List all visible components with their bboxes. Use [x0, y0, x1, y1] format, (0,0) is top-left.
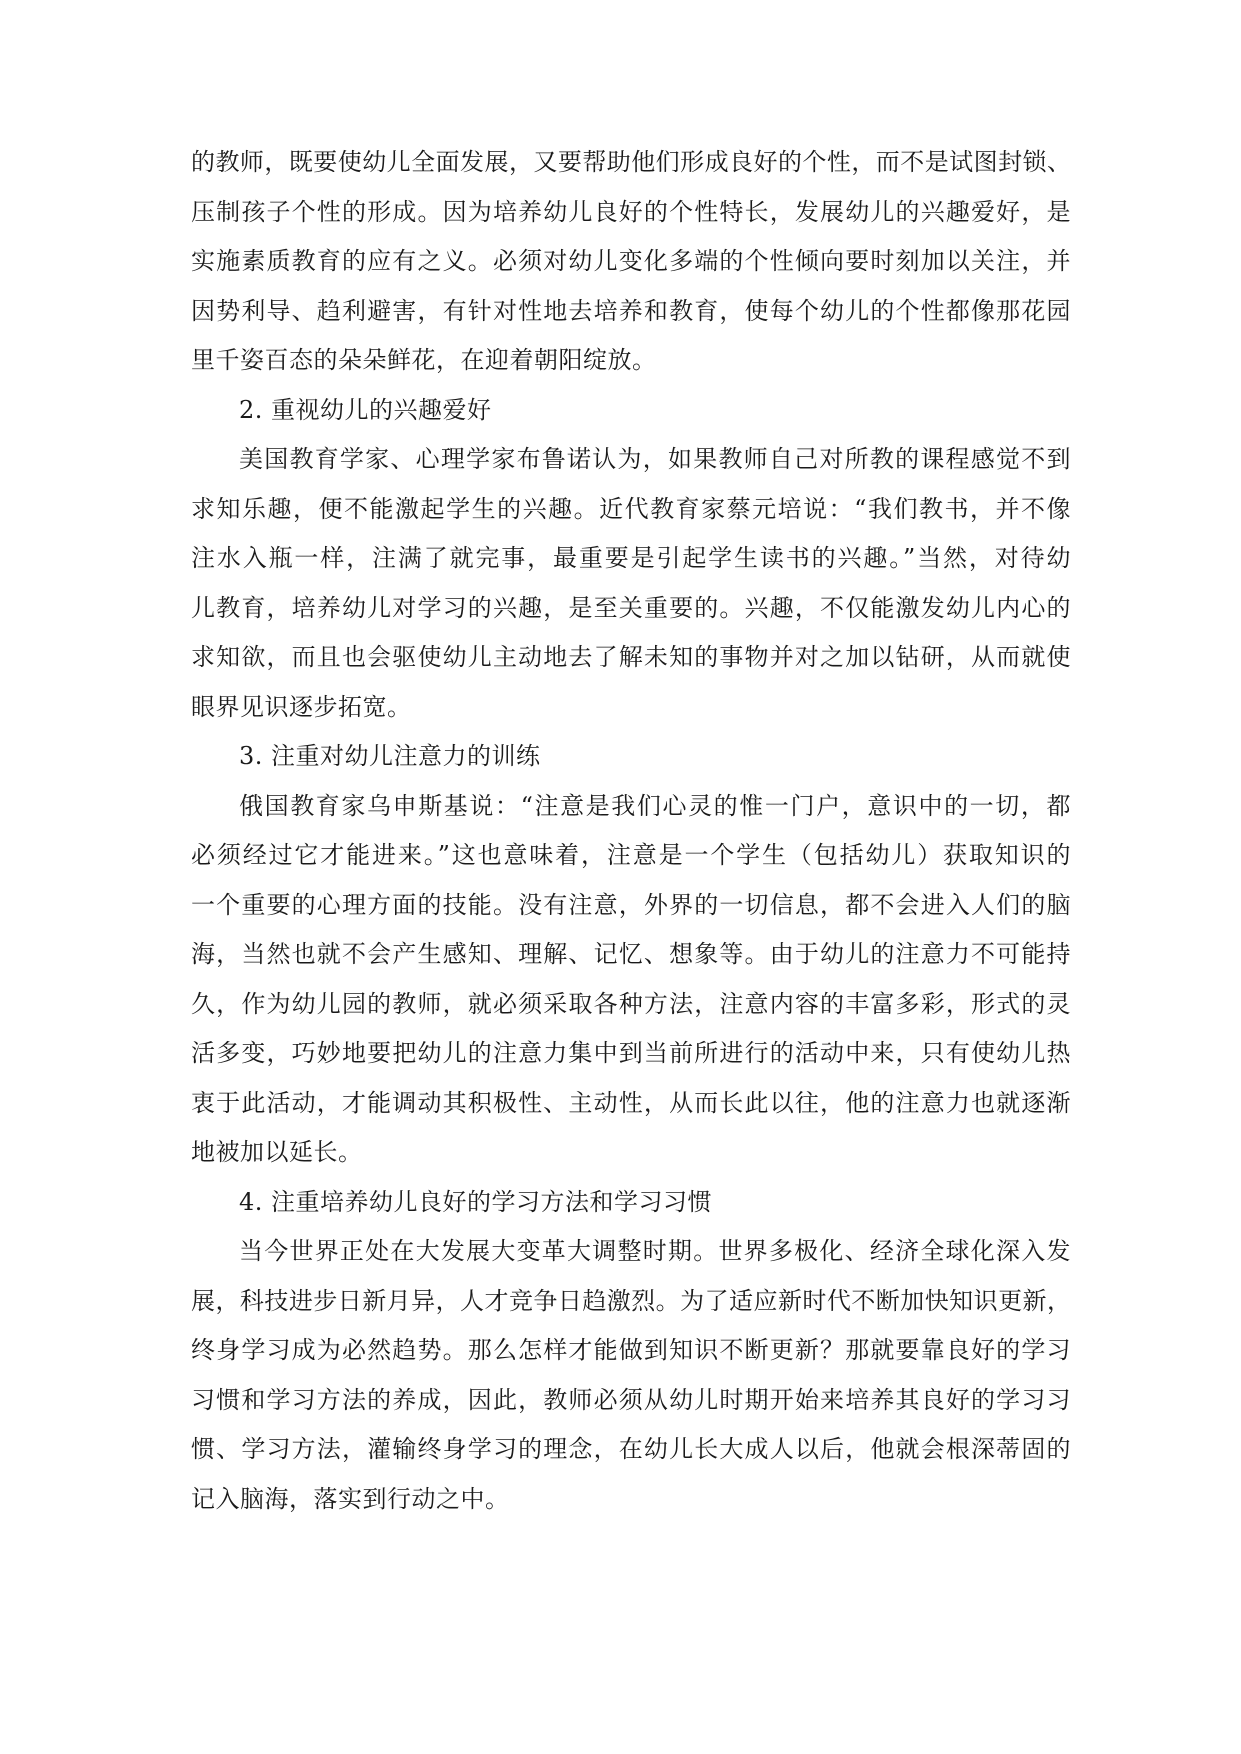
paragraph-line: 的教师，既要使幼儿全面发展，又要帮助他们形成良好的个性，而不是试图封锁、: [191, 148, 1071, 176]
paragraph-line: 衷于此活动，才能调动其积极性、主动性，从而长此以往，他的注意力也就逐渐: [191, 1088, 1071, 1117]
body-text: [191, 138, 1071, 1524]
paragraph-line: 眼界见识逐步拓宽。: [191, 692, 412, 721]
paragraph-line: 实施素质教育的应有之义。必须对幼儿变化多端的个性倾向要时刻加以关注，并: [191, 247, 1071, 275]
paragraph-line: 习惯和学习方法的养成，因此，教师必须从幼儿时期开始来培养其良好的学习习: [191, 1385, 1071, 1414]
paragraph-line: 儿教育，培养幼儿对学习的兴趣，是至关重要的。兴趣，不仅能激发幼儿内心的: [191, 593, 1071, 622]
paragraph-line: 因势利导、趋利避害，有针对性地去培养和教育，使每个幼儿的个性都像那花园: [191, 296, 1071, 325]
paragraph-line: 必须经过它才能进来。”这也意味着，注意是一个学生（包括幼儿）获取知识的: [191, 841, 1071, 869]
paragraph-line: 压制孩子个性的形成。因为培养幼儿良好的个性特长，发展幼儿的兴趣爱好，是: [191, 197, 1071, 226]
paragraph-line: 求知欲，而且也会驱使幼儿主动地去了解未知的事物并对之加以钻研，从而就使: [191, 643, 1071, 671]
paragraph-line: 里千姿百态的朵朵鲜花，在迎着朝阳绽放。: [191, 346, 657, 374]
paragraph-line: 记入脑海，落实到行动之中。: [191, 1484, 510, 1513]
paragraph-line: 美国教育学家、心理学家布鲁诺认为，如果教师自己对所教的课程感觉不到: [239, 445, 1071, 473]
paragraph-line: 俄国教育家乌申斯基说：“注意是我们心灵的惟一门户，意识中的一切，都: [239, 791, 1071, 820]
paragraph-line: 地被加以延长。: [191, 1138, 363, 1166]
paragraph-line: 终身学习成为必然趋势。那么怎样才能做到知识不断更新？那就要靠良好的学习: [191, 1336, 1071, 1364]
paragraph-line: 惯、学习方法，灌输终身学习的理念，在幼儿长大成人以后，他就会根深蒂固的: [191, 1435, 1071, 1463]
paragraph-line: 久，作为幼儿园的教师，就必须采取各种方法，注意内容的丰富多彩，形式的灵: [191, 989, 1071, 1018]
paragraph-line: 一个重要的心理方面的技能。没有注意，外界的一切信息，都不会进入人们的脑: [191, 890, 1071, 919]
paragraph-line: 海，当然也就不会产生感知、理解、记忆、想象等。由于幼儿的注意力不可能持: [191, 940, 1071, 968]
section-heading: 2. 重视幼儿的兴趣爱好: [239, 395, 492, 424]
section-heading: 3. 注重对幼儿注意力的训练: [239, 742, 541, 770]
paragraph-line: 求知乐趣，便不能激起学生的兴趣。近代教育家蔡元培说：“我们教书，并不像: [191, 494, 1071, 523]
section-heading: 4. 注重培养幼儿良好的学习方法和学习习惯: [239, 1187, 713, 1216]
paragraph-line: 注水入瓶一样，注满了就完事，最重要是引起学生读书的兴趣。”当然，对待幼: [191, 544, 1071, 572]
paragraph-line: 当今世界正处在大发展大变革大调整时期。世界多极化、经济全球化深入发: [239, 1237, 1071, 1265]
paragraph-line: 展，科技进步日新月异，人才竞争日趋激烈。为了适应新时代不断加快知识更新，: [191, 1286, 1071, 1315]
paragraph-line: 活多变，巧妙地要把幼儿的注意力集中到当前所进行的活动中来，只有使幼儿热: [191, 1039, 1071, 1067]
